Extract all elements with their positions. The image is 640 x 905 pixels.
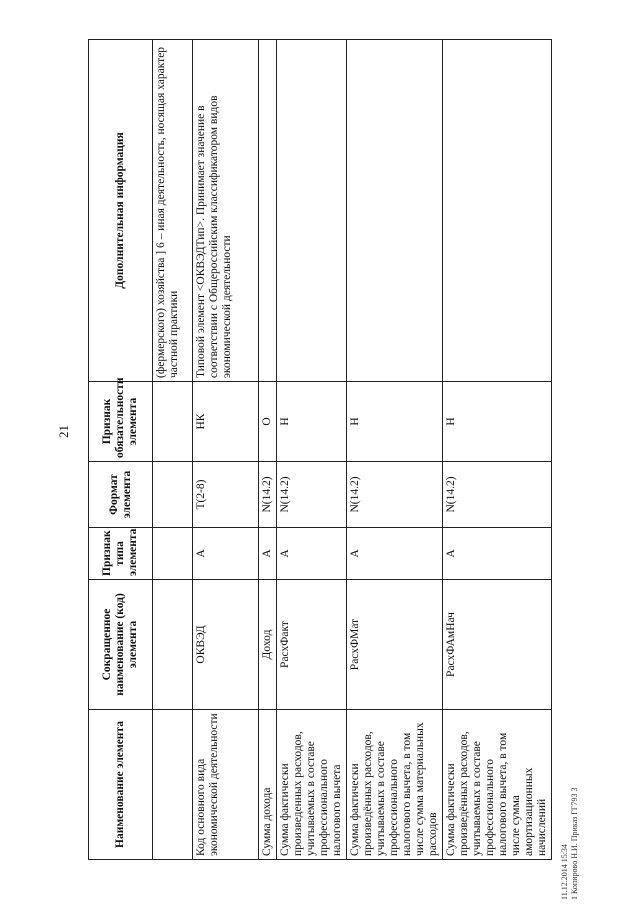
cell-type: А [193, 528, 259, 580]
header-required: Признак обязательности элемента [89, 382, 153, 462]
table-row [443, 40, 552, 860]
cell-short: Доход [259, 580, 277, 710]
cell-required: Н [347, 382, 443, 462]
cell-info: (фермерского) хозяйства ] 6 – иная деятельность, носящая характер частной практики [153, 40, 193, 382]
cell-info: Типовой элемент <ОКВЭДТип>. Принимает значение в соответствии с Общероссийским классификатором видов экономической деятельности [193, 40, 259, 382]
print-stamp [560, 787, 580, 900]
header-format: Формат элемента [89, 462, 153, 528]
header-info: Дополнительная информация [89, 40, 153, 382]
cell-name: Сумма фактически произведённых расходов, учитываемых в составе профессионального налогового вычета, в том числе сумма амортизационных начислений [443, 710, 552, 860]
cell-short: РасхФакт [277, 580, 347, 710]
stamp-line-1: 11.12.2014 15:34 [560, 844, 569, 900]
cell-required: Н [443, 382, 552, 462]
table-row [259, 40, 277, 860]
cell-info [259, 40, 277, 382]
table-row [193, 40, 259, 860]
cell-required: Н [277, 382, 347, 462]
cell-format: N(14.2) [277, 462, 347, 528]
table-row [277, 40, 347, 860]
cell-required: О [259, 382, 277, 462]
cell-short: РасхФАмНач [443, 580, 552, 710]
elements-table-rotated [88, 40, 548, 860]
table-row [347, 40, 443, 860]
cell-type: А [277, 528, 347, 580]
cell-type: А [443, 528, 552, 580]
header-type: Признак типа элемента [89, 528, 153, 580]
header-name: Наименование элемента [89, 710, 153, 860]
cell-name: Сумма дохода [259, 710, 277, 860]
cell-required [153, 382, 193, 462]
cell-info [277, 40, 347, 382]
cell-name [153, 710, 193, 860]
cell-required: НК [193, 382, 259, 462]
cell-short: ОКВЭД [193, 580, 259, 710]
cell-info [347, 40, 443, 382]
stamp-line-2: 1 Копирово Н.И. Приказ ГГ793 3 [570, 787, 579, 900]
cell-name: Код основного вида экономической деятельности [193, 710, 259, 860]
header-short: Сокращенное наименование (код) элемента [89, 580, 153, 710]
elements-table [88, 39, 552, 860]
cell-name: Сумма фактически произведённых расходов, учитываемых в составе профессионального налогового вычета, в том числе сумма материальных расходов [347, 710, 443, 860]
cell-format: N(14.2) [347, 462, 443, 528]
cell-info [443, 40, 552, 382]
cell-format: N(14.2) [443, 462, 552, 528]
table-row [153, 40, 193, 860]
cell-type: А [259, 528, 277, 580]
cell-short: РасхФМат [347, 580, 443, 710]
cell-type [153, 528, 193, 580]
page-number: 21 [56, 425, 71, 438]
cell-name: Сумма фактически произведенных расходов, учитываемых в составе профессионального налогового вычета [277, 710, 347, 860]
cell-format: N(14.2) [259, 462, 277, 528]
cell-short [153, 580, 193, 710]
cell-type: А [347, 528, 443, 580]
cell-format [153, 462, 193, 528]
cell-format: Т(2-8) [193, 462, 259, 528]
